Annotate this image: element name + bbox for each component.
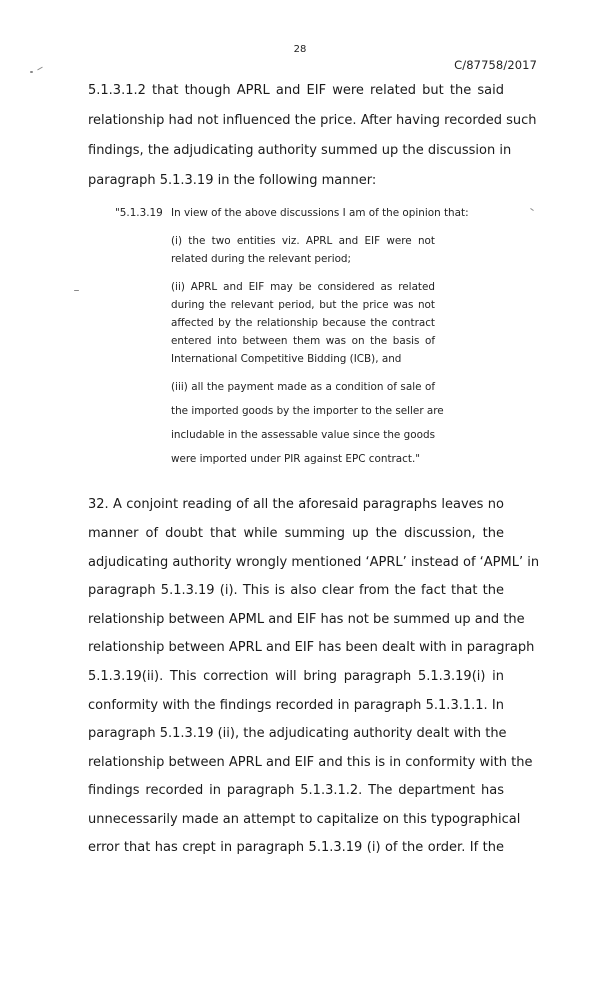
quote-line: International Competitive Bidding (ICB), and [171,353,402,365]
quote-label: "5.1.3.19 [115,207,163,219]
text-line: findings, the adjudicating authority summed up the discussion in [88,143,512,158]
text-line: adjudicating authority wrongly mentioned ‘APRL’ instead of ‘APML’ in [88,555,540,570]
quote-line: during the relevant period, but the price was not [171,299,435,311]
text-line: paragraph 5.1.3.19 in the following manner: [88,173,377,188]
quote-line: (ii) APRL and EIF may be considered as related [171,281,435,293]
text-line: error that has crept in paragraph 5.1.3.19 (i) of the order. If the [88,840,504,855]
text-line: findings recorded in paragraph 5.1.3.1.2. The department has [88,783,504,798]
text-line: 5.1.3.19(ii). This correction will bring paragraph 5.1.3.19(i) in [88,669,504,684]
quote-line: were imported under PIR against EPC contract." [171,453,421,465]
scan-mark [530,208,534,211]
page-number: 28 [293,44,307,55]
scan-mark [30,71,33,73]
quote-line: (iii) all the payment made as a condition of sale of [171,381,435,393]
text-line: relationship between APML and EIF has not be summed up and the [88,612,525,627]
case-number: C/87758/2017 [454,58,537,72]
text-line: paragraph 5.1.3.19 (ii), the adjudicating authority dealt with the [88,726,507,741]
text-line: paragraph 5.1.3.19 (i). This is also clear from the fact that the [88,583,504,598]
text-line: 32. A conjoint reading of all the aforesaid paragraphs leaves no [88,497,504,512]
text-line: relationship between APRL and EIF and this is in conformity with the [88,755,533,770]
scan-mark [37,67,43,71]
quote-line: affected by the relationship because the contract [171,317,435,329]
text-line: unnecessarily made an attempt to capitalize on this typographical [88,812,521,827]
text-line: manner of doubt that while summing up the discussion, the [88,526,504,541]
scan-mark [74,290,79,291]
text-line: relationship had not influenced the price. After having recorded such [88,113,537,128]
text-line: conformity with the findings recorded in paragraph 5.1.3.1.1. In [88,698,504,713]
quote-heading: In view of the above discussions I am of the opinion that: [171,207,469,219]
text-line: 5.1.3.1.2 that though APRL and EIF were related but the said [88,83,504,98]
quote-line: (i) the two entities viz. APRL and EIF were not [171,235,435,247]
quote-line: entered into between them was on the basis of [171,335,435,347]
quote-line: the imported goods by the importer to the seller are [171,405,444,417]
quote-line: includable in the assessable value since the goods [171,429,435,441]
text-line: relationship between APRL and EIF has been dealt with in paragraph [88,640,535,655]
quote-line: related during the relevant period; [171,253,352,265]
